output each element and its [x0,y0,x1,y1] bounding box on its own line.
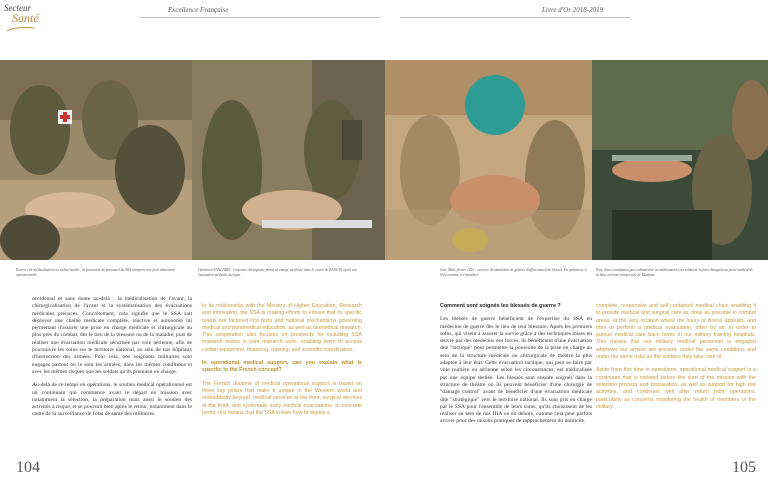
page-number-left: 104 [16,459,40,476]
paragraph: occidental et sans doute au-delà : la médicalisation de l'avant, la chirurgicalisation de l'avant et la systématisation des évacuations médicales précoces. Concrètement, cela signifie que le SSA sait déployer une chaîne médicale complète, réactive et autonome lui permettant d'assurer une prise en charge médicale et chirurgicale au plus près du combat, dès le lieu de la blessure ou de la maladie, puis de réaliser une évacuation médicale sécurisée par voie aérienne, afin de poursuivre les soins sur le territoire national, au sein de nos hôpitaux d'instruction des armées. Pour cela, nos soignants militaires sont engagés partout où le sont les armées, dans les mêmes conditions et avec les mêmes risques que les soldats qu'ils prennent en charge. [32,296,192,375]
photo-training-exercise [0,60,192,260]
interview-question: In operational medical support, can you explain what is specific to the French concept? [202,360,362,374]
paragraph: complete, responsive and self-contained medical chain enabling it to provide medical and surgical care as close as possible to combat areas, at the very location where the injury or illness appears, and then to perform a medical evacuation, often by air, in order to pursue medical care back home in our military training hospitals. This means that our military medical personnel is engaged wherever our armies are present, under the same conditions and under the same risks as the soldiers they take care of. [596,303,756,361]
caption-photo-4: Pose d'une transfusion pour administrer un médicament à un soldat de la force Sangaris au poste médical de la base aérienne temporaire de Madama. [596,268,753,277]
paragraph: Les blessés de guerre bénéficient de l'expertise du SSA en médecine de guerre dès le lieu de leur blessure. Après les premiers soins, qui visent à assurer la survie grâce à des techniques mises en œuvre par des médecins des forces, ils bénéficient d'une évacuation dite "tactique" pour permettre la poursuite de la prise en charge au sein de la structure médicale ou chirurgicale de théâtre la plus adaptée à leur état. Cette évacuation tactique, qui peut se faire par voie routière ou aérienne selon les circonstances, est médicalisée par une équipe dédiée. Les blessés sont ensuite soignés dans la structure de théâtre où ils peuvent bénéficier d'une chirurgie de "damage control" avant de bénéficier d'une évacuation médicale dite "stratégique" vers le territoire national. Ils sont pris en charge par le SSA pour l'ensemble de leurs soins, qu'ils choisissent de les réaliser au sein de nos HIA ou en dehors, comme cela peut parfois arriver pour des raisons pratiques de rapprochement du domicile. [440,316,592,425]
logo-swoosh-icon [6,25,36,33]
paragraph: Au-delà de ce temps en opérations, le soutien médical opérationnel est un continuum qui commence avant le départ en mission avec notamment la sélection, la préparation mais aussi le soutien des activités à risque, et se poursuit bien après le retour, notamment dans le cadre de la surveillance de l'état de santé des militaires. [32,382,192,418]
header-rule-left [140,17,380,18]
interview-question: Comment sont soignés les blessés de guerre ? [440,303,561,309]
photo-mass-casualty-simulation [385,60,592,260]
running-header-left: Excellence Française [168,6,229,14]
column-english-right [596,303,756,417]
column-french-right [440,303,592,432]
column-english-left [202,303,362,423]
header-rule-right [400,17,630,18]
page-number-right: 105 [732,459,756,476]
column-french-left [32,296,192,425]
running-header-right: Livre d'Or 2018-2019 [542,6,604,14]
logo-line1: Secteur [4,3,31,13]
secteur-sante-logo [4,4,42,38]
paragraph: Aside from this time in operations, operational medical support is a continuum that is initiated before the start of the mission with the selection process and preparation, as well as support for high risk activities, and continues well after return from operations, particularly as concerns monitoring the health of members of the military. [596,367,756,410]
caption-photo-3: Gao, Mali, février 2016 : exercice de simulation de gestion d'afflux massif de blessés. En opération, le SSA continue à s'entraîner. [440,268,588,277]
caption-photo-2: Opération SANGARIS : l'antenne chirurgicale prend en charge un blessé dans le centre de BANGUI après son évacuation médicale tactique. [198,268,358,277]
caption-photo-1: Exercice de médicalisation en milieu hostile : la formation du personnel du SSA comporte une forte dimension opérationnelle. [16,268,175,277]
photo-surgical-antenna [192,60,385,260]
paragraph: In its relationship with the Ministry of Higher Education, Research and Innovation, the SSA is making efforts to ensure that its specific needs are factored into texts and national mechanisms governing medical and paramedical education, as well as biomedical research. This cooperation also focuses on prospects for including SSA research teams in joint research units, enabling them to access civilian equipment, financing, training, and scientific coordination. [202,303,362,353]
paragraph: The French doctrine of medical operational support is based on three key pillars that make it unique in the Western world and undoubtedly beyond: medical services at the front, surgical services at the front, and systematic early medical evacuations. In concrete terms, this means that the SSA knows how to deploy a [202,380,362,416]
logo-line2: Santé [12,11,39,25]
photo-transfusion [592,60,768,260]
